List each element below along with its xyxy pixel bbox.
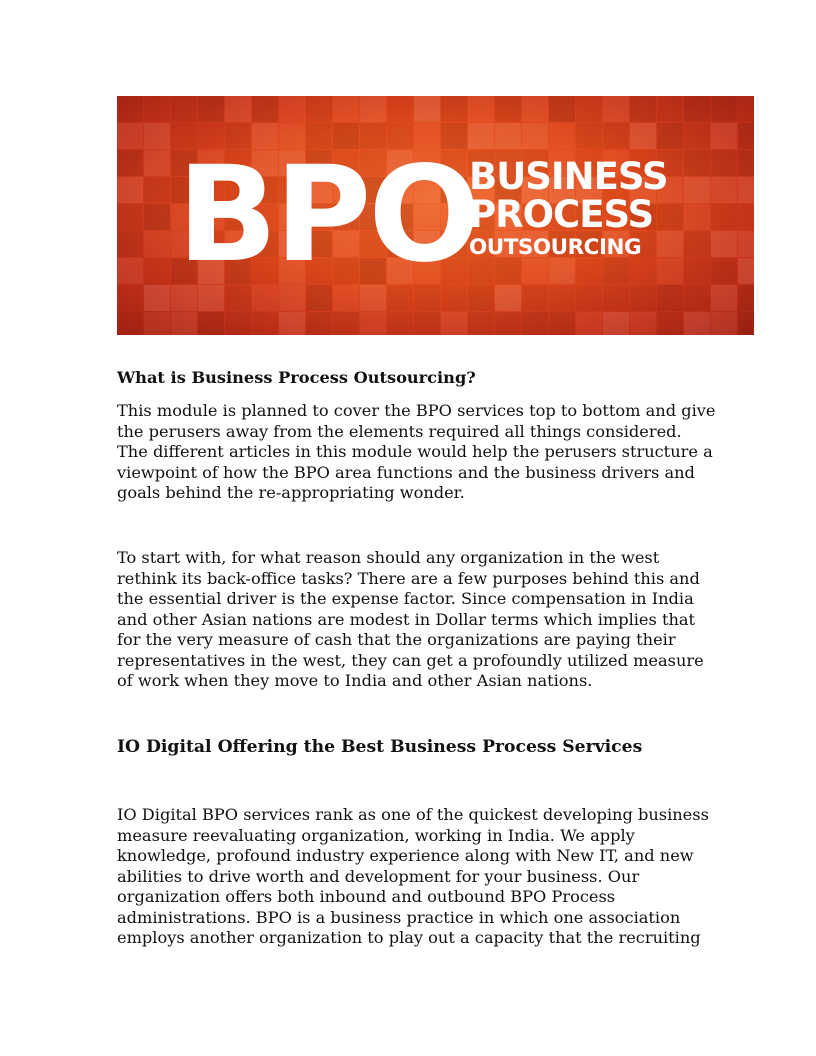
paragraph-intro: This module is planned to cover the BPO services top to bottom and give the perusers away from the elements required all things considered. The different articles in this module would help the perusers structure a viewpoint of how the BPO area functions and the business drivers and goals behind the re-appropriating wonder. <box>117 401 716 502</box>
mosaic-tile <box>657 123 683 149</box>
mosaic-tile <box>144 177 170 203</box>
mosaic-tile <box>198 312 224 335</box>
mosaic-tile <box>117 96 143 122</box>
mosaic-tile <box>414 96 440 122</box>
mosaic-tile <box>711 150 737 176</box>
mosaic-tile <box>171 96 197 122</box>
mosaic-tile <box>144 123 170 149</box>
mosaic-tile <box>495 96 521 122</box>
mosaic-tile <box>630 96 656 122</box>
mosaic-tile <box>306 96 332 122</box>
mosaic-tile <box>576 312 602 335</box>
mosaic-tile <box>684 231 710 257</box>
mosaic-tile <box>252 312 278 335</box>
mosaic-tile <box>711 96 737 122</box>
mosaic-tile <box>306 312 332 335</box>
paragraph-cost-factor: To start with, for what reason should any organization in the west rethink its back-office tasks? There are a few purposes behind this and the essential driver is the expense factor. Since compensation in India and other Asian nations are modest in Dollar terms which implies that for the very measure of cash that the organizations are paying their representatives in the west, they can get a profoundly utilized measure of work when they move to India and other Asian nations. <box>117 548 704 690</box>
banner-line-outsourcing: OUTSOURCING <box>469 235 642 260</box>
mosaic-tile <box>576 285 602 311</box>
mosaic-tile <box>549 312 575 335</box>
mosaic-tile <box>522 123 548 149</box>
mosaic-tile <box>144 285 170 311</box>
mosaic-tile <box>603 285 629 311</box>
mosaic-tile <box>117 285 143 311</box>
mosaic-tile <box>684 96 710 122</box>
mosaic-tile <box>684 123 710 149</box>
banner-tagline <box>469 155 668 262</box>
mosaic-tile <box>711 312 737 335</box>
mosaic-tile <box>144 96 170 122</box>
mosaic-tile <box>738 285 754 311</box>
mosaic-tile <box>198 96 224 122</box>
mosaic-tile <box>117 150 143 176</box>
mosaic-tile <box>387 312 413 335</box>
banner-line-business: BUSINESS <box>469 155 668 198</box>
mosaic-tile <box>684 204 710 230</box>
mosaic-tile <box>522 96 548 122</box>
section-heading-io-digital: IO Digital Offering the Best Business Process Services <box>117 737 643 757</box>
bpo-banner-image <box>117 96 754 335</box>
mosaic-tile <box>360 312 386 335</box>
mosaic-tile <box>738 204 754 230</box>
mosaic-tile <box>225 312 251 335</box>
mosaic-tile <box>684 258 710 284</box>
banner-line-process: PROCESS <box>469 193 654 236</box>
paragraph-io-digital: IO Digital BPO services rank as one of the quickest developing business measure reevaluating organization, working in India. We apply knowledge, profound industry experience along with New IT, and new abilities to drive worth and development for your business. Our organization offers both inbound and outbound BPO Process administrations. BPO is a business practice in which one association employs another organization to play out a capacity that the recruiting <box>117 805 709 947</box>
mosaic-tile <box>117 312 143 335</box>
mosaic-tile <box>549 123 575 149</box>
mosaic-tile <box>630 312 656 335</box>
mosaic-tile <box>468 96 494 122</box>
mosaic-tile <box>630 123 656 149</box>
mosaic-tile <box>711 258 737 284</box>
mosaic-tile <box>711 177 737 203</box>
mosaic-tile <box>414 312 440 335</box>
mosaic-tile <box>333 96 359 122</box>
mosaic-tile <box>144 150 170 176</box>
mosaic-tile <box>522 312 548 335</box>
mosaic-tile <box>117 231 143 257</box>
mosaic-tile <box>684 177 710 203</box>
mosaic-tile <box>603 123 629 149</box>
mosaic-tile <box>657 285 683 311</box>
mosaic-tile <box>144 258 170 284</box>
mosaic-tile <box>738 312 754 335</box>
mosaic-tile <box>684 150 710 176</box>
mosaic-tile <box>144 312 170 335</box>
mosaic-tile <box>603 96 629 122</box>
mosaic-tile <box>657 312 683 335</box>
mosaic-tile <box>657 96 683 122</box>
mosaic-tile <box>279 312 305 335</box>
mosaic-tile <box>738 177 754 203</box>
mosaic-tile <box>468 312 494 335</box>
mosaic-tile <box>522 285 548 311</box>
mosaic-tile <box>360 96 386 122</box>
mosaic-tile <box>738 123 754 149</box>
mosaic-tile <box>630 285 656 311</box>
mosaic-tile <box>711 123 737 149</box>
mosaic-tile <box>495 123 521 149</box>
mosaic-tile <box>495 285 521 311</box>
mosaic-tile <box>576 96 602 122</box>
mosaic-tile <box>144 231 170 257</box>
mosaic-tile <box>738 150 754 176</box>
mosaic-tile <box>144 204 170 230</box>
mosaic-tile <box>684 312 710 335</box>
mosaic-tile <box>225 96 251 122</box>
mosaic-tile <box>333 312 359 335</box>
mosaic-tile <box>171 312 197 335</box>
mosaic-tile <box>711 285 737 311</box>
mosaic-tile <box>549 96 575 122</box>
mosaic-tile <box>549 285 575 311</box>
mosaic-tile <box>738 231 754 257</box>
mosaic-tile <box>711 231 737 257</box>
mosaic-tile <box>117 123 143 149</box>
banner-bpo-text: BPO <box>177 138 478 292</box>
mosaic-tile <box>684 285 710 311</box>
mosaic-tile <box>738 258 754 284</box>
mosaic-tile <box>387 96 413 122</box>
mosaic-tile <box>711 204 737 230</box>
mosaic-tile <box>117 204 143 230</box>
mosaic-tile <box>603 312 629 335</box>
mosaic-tile <box>117 258 143 284</box>
mosaic-tile <box>495 312 521 335</box>
mosaic-tile <box>252 96 278 122</box>
section-heading-what-is-bpo: What is Business Process Outsourcing? <box>117 368 476 387</box>
mosaic-tile <box>738 96 754 122</box>
mosaic-tile <box>576 123 602 149</box>
mosaic-tile <box>441 312 467 335</box>
mosaic-tile <box>441 96 467 122</box>
mosaic-tile <box>279 96 305 122</box>
mosaic-tile <box>117 177 143 203</box>
